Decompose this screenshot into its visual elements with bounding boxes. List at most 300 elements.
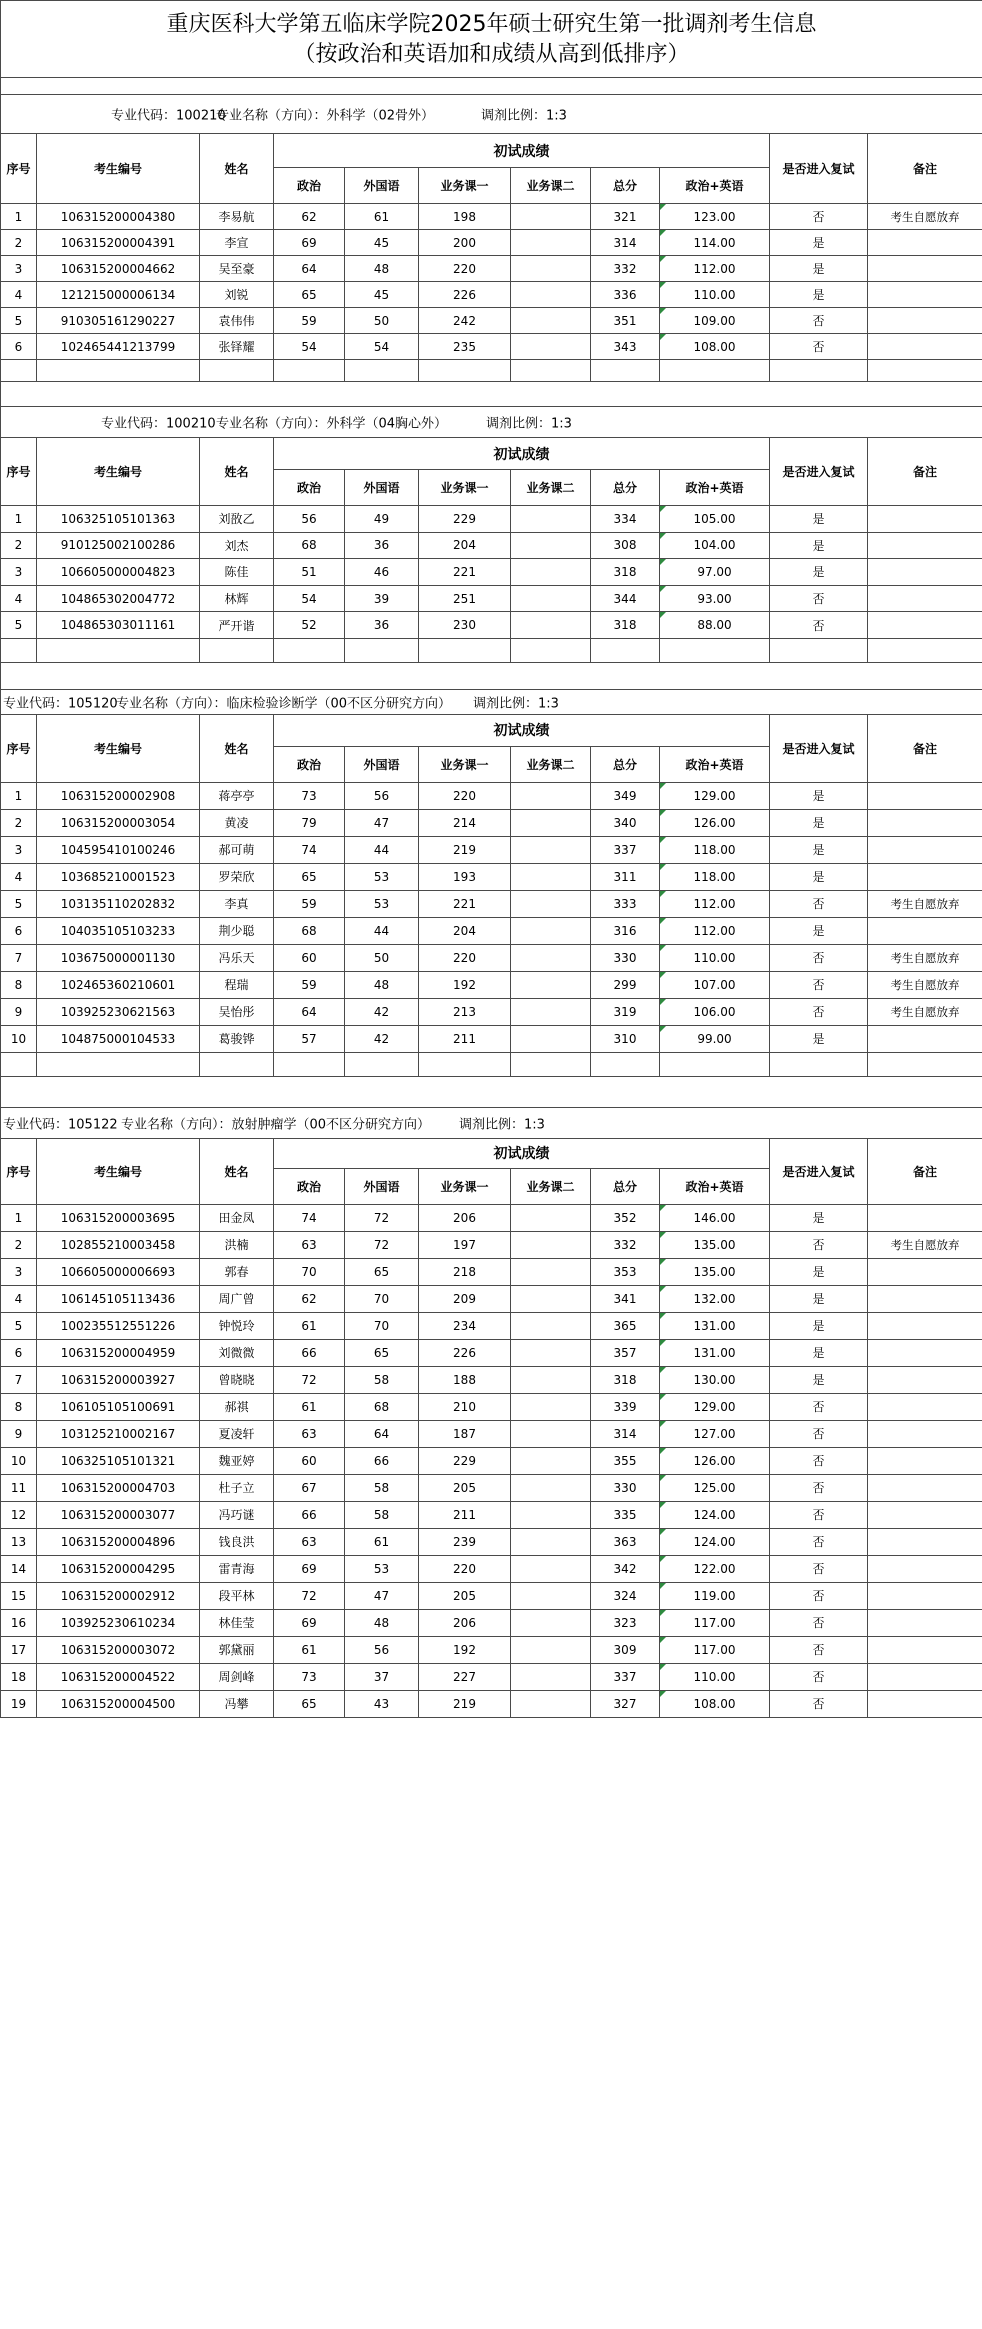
cell-total: 353	[591, 1258, 660, 1285]
header-row	[1, 1138, 982, 1168]
cell-name: 严开谐	[200, 612, 274, 639]
blank-cell	[200, 360, 274, 382]
major-name: 专业名称（方向）：外科学（04胸心外）	[216, 416, 448, 432]
transfer-ratio: 调剂比例：1:3	[473, 696, 559, 712]
cell-course-two	[511, 809, 591, 836]
cell-total: 318	[591, 1366, 660, 1393]
cell-total: 323	[591, 1609, 660, 1636]
cell-politics: 59	[274, 971, 345, 998]
cell-course-one: 220	[419, 256, 511, 282]
header-name: 姓名	[200, 134, 274, 204]
cell-seq: 4	[1, 282, 37, 308]
table-row	[1, 1447, 982, 1474]
cell-politics: 64	[274, 256, 345, 282]
cell-seq: 12	[1, 1501, 37, 1528]
transfer-ratio: 调剂比例：1:3	[459, 1117, 545, 1133]
cell-exam-no: 106315200004391	[37, 230, 200, 256]
cell-politics: 68	[274, 917, 345, 944]
cell-seq: 7	[1, 944, 37, 971]
section-info	[1, 1107, 982, 1138]
cell-politics: 52	[274, 612, 345, 639]
cell-politics-english: 88.00	[660, 612, 770, 639]
table-row	[1, 836, 982, 863]
cell-course-two	[511, 230, 591, 256]
cell-foreign-language: 65	[345, 1258, 419, 1285]
cell-politics: 73	[274, 1663, 345, 1690]
cell-exam-no: 106325105101321	[37, 1447, 200, 1474]
cell-course-two	[511, 971, 591, 998]
section-info-row	[1, 689, 982, 714]
blank-cell	[37, 638, 200, 662]
cell-politics-english: 124.00	[660, 1528, 770, 1555]
cell-retest: 否	[770, 1474, 868, 1501]
cell-exam-no: 106315200002912	[37, 1582, 200, 1609]
table-row	[1, 917, 982, 944]
cell-course-two	[511, 1555, 591, 1582]
section-info-row	[1, 1107, 982, 1138]
cell-course-two	[511, 1025, 591, 1052]
table-row	[1, 282, 982, 308]
cell-politics-english: 112.00	[660, 917, 770, 944]
cell-foreign-language: 66	[345, 1447, 419, 1474]
cell-foreign-language: 36	[345, 612, 419, 639]
cell-exam-no: 103685210001523	[37, 863, 200, 890]
cell-retest: 否	[770, 612, 868, 639]
cell-foreign-language: 65	[345, 1339, 419, 1366]
cell-politics-english: 146.00	[660, 1204, 770, 1231]
cell-politics-english: 99.00	[660, 1025, 770, 1052]
cell-total: 343	[591, 334, 660, 360]
cell-course-two	[511, 204, 591, 230]
cell-politics: 60	[274, 944, 345, 971]
cell-exam-no: 103925230621563	[37, 998, 200, 1025]
cell-seq: 18	[1, 1663, 37, 1690]
cell-course-one: 193	[419, 863, 511, 890]
cell-retest: 否	[770, 334, 868, 360]
cell-course-one: 218	[419, 1258, 511, 1285]
cell-total: 365	[591, 1312, 660, 1339]
cell-course-two	[511, 282, 591, 308]
cell-exam-no: 106105105100691	[37, 1393, 200, 1420]
header-course-two: 业务课二	[511, 470, 591, 506]
cell-seq: 1	[1, 1204, 37, 1231]
cell-politics-english: 110.00	[660, 282, 770, 308]
cell-course-two	[511, 1663, 591, 1690]
cell-politics: 79	[274, 809, 345, 836]
cell-politics-english: 118.00	[660, 836, 770, 863]
blank-cell	[1, 638, 37, 662]
cell-course-one: 226	[419, 282, 511, 308]
cell-politics-english: 114.00	[660, 230, 770, 256]
cell-exam-no: 104865303011161	[37, 612, 200, 639]
cell-remark: 考生自愿放弃	[868, 890, 982, 917]
cell-course-one: 187	[419, 1420, 511, 1447]
cell-course-two	[511, 944, 591, 971]
cell-seq: 1	[1, 782, 37, 809]
cell-retest: 否	[770, 998, 868, 1025]
cell-remark	[868, 1025, 982, 1052]
cell-course-two	[511, 559, 591, 586]
header-politics: 政治	[274, 470, 345, 506]
blank-row	[1, 638, 982, 662]
cell-foreign-language: 45	[345, 230, 419, 256]
cell-foreign-language: 42	[345, 1025, 419, 1052]
cell-politics-english: 130.00	[660, 1366, 770, 1393]
header-politics-english: 政治+英语	[660, 746, 770, 782]
cell-name: 袁伟伟	[200, 308, 274, 334]
cell-politics-english: 110.00	[660, 944, 770, 971]
blank-cell	[200, 638, 274, 662]
header-seq: 序号	[1, 714, 37, 782]
cell-total: 337	[591, 1663, 660, 1690]
cell-name: 郝祺	[200, 1393, 274, 1420]
cell-foreign-language: 49	[345, 506, 419, 533]
cell-course-one: 230	[419, 612, 511, 639]
cell-retest: 否	[770, 1393, 868, 1420]
cell-exam-no: 102465360210601	[37, 971, 200, 998]
cell-remark	[868, 282, 982, 308]
cell-exam-no: 106315200003072	[37, 1636, 200, 1663]
cell-retest: 否	[770, 308, 868, 334]
cell-remark	[868, 1366, 982, 1393]
table-row	[1, 1555, 982, 1582]
header-course-two: 业务课二	[511, 746, 591, 782]
cell-seq: 6	[1, 334, 37, 360]
cell-politics: 59	[274, 308, 345, 334]
table-row	[1, 1231, 982, 1258]
cell-politics: 62	[274, 1285, 345, 1312]
cell-total: 357	[591, 1339, 660, 1366]
cell-retest: 否	[770, 1447, 868, 1474]
cell-foreign-language: 37	[345, 1663, 419, 1690]
cell-course-one: 220	[419, 1555, 511, 1582]
cell-seq: 2	[1, 809, 37, 836]
major-name: 专业名称（方向）：外科学（02骨外）	[216, 108, 435, 124]
cell-name: 吴怡彤	[200, 998, 274, 1025]
cell-remark	[868, 334, 982, 360]
cell-course-two	[511, 1339, 591, 1366]
blank-cell	[345, 638, 419, 662]
table-row	[1, 532, 982, 559]
cell-name: 刘微微	[200, 1339, 274, 1366]
major-code: 专业代码：105122	[3, 1117, 118, 1133]
cell-remark	[868, 1663, 982, 1690]
cell-course-two	[511, 1285, 591, 1312]
cell-foreign-language: 48	[345, 256, 419, 282]
spacer-row	[1, 662, 982, 689]
cell-retest: 否	[770, 944, 868, 971]
cell-retest: 是	[770, 256, 868, 282]
header-politics: 政治	[274, 168, 345, 204]
cell-retest: 是	[770, 1285, 868, 1312]
cell-course-one: 209	[419, 1285, 511, 1312]
cell-name: 周剑峰	[200, 1663, 274, 1690]
header-row	[1, 134, 982, 168]
cell-total: 332	[591, 256, 660, 282]
cell-politics-english: 122.00	[660, 1555, 770, 1582]
cell-total: 330	[591, 944, 660, 971]
major-code: 专业代码：105120	[3, 696, 118, 712]
cell-seq: 4	[1, 585, 37, 612]
cell-remark	[868, 863, 982, 890]
cell-remark	[868, 1258, 982, 1285]
table-row	[1, 256, 982, 282]
cell-course-one: 221	[419, 890, 511, 917]
cell-course-two	[511, 1636, 591, 1663]
cell-name: 吴至豪	[200, 256, 274, 282]
transfer-ratio: 调剂比例：1:3	[481, 108, 567, 124]
cell-politics: 59	[274, 890, 345, 917]
cell-exam-no: 106315200004959	[37, 1339, 200, 1366]
cell-remark	[868, 1447, 982, 1474]
cell-politics-english: 124.00	[660, 1501, 770, 1528]
cell-remark	[868, 532, 982, 559]
spacer-row	[1, 382, 982, 407]
cell-course-one: 206	[419, 1609, 511, 1636]
cell-exam-no: 106315200004522	[37, 1663, 200, 1690]
cell-total: 299	[591, 971, 660, 998]
cell-seq: 14	[1, 1555, 37, 1582]
cell-seq: 3	[1, 1258, 37, 1285]
cell-exam-no: 121215000006134	[37, 282, 200, 308]
table-row	[1, 1636, 982, 1663]
table-row	[1, 1204, 982, 1231]
cell-foreign-language: 48	[345, 971, 419, 998]
cell-course-two	[511, 890, 591, 917]
cell-course-one: 197	[419, 1231, 511, 1258]
cell-name: 冯攀	[200, 1690, 274, 1717]
cell-total: 335	[591, 1501, 660, 1528]
cell-seq: 1	[1, 506, 37, 533]
cell-remark	[868, 1393, 982, 1420]
section-info-row	[1, 407, 982, 438]
cell-course-one: 251	[419, 585, 511, 612]
cell-course-two	[511, 1258, 591, 1285]
cell-name: 李真	[200, 890, 274, 917]
blank-cell	[591, 360, 660, 382]
cell-seq: 3	[1, 256, 37, 282]
blank-row	[1, 360, 982, 382]
cell-retest: 是	[770, 506, 868, 533]
cell-retest: 否	[770, 204, 868, 230]
cell-politics: 61	[274, 1312, 345, 1339]
cell-name: 郭春	[200, 1258, 274, 1285]
header-retest: 是否进入复试	[770, 134, 868, 204]
header-prelim-scores: 初试成绩	[274, 438, 770, 470]
cell-foreign-language: 50	[345, 308, 419, 334]
cell-exam-no: 106315200003695	[37, 1204, 200, 1231]
cell-exam-no: 104595410100246	[37, 836, 200, 863]
table-row	[1, 204, 982, 230]
header-politics: 政治	[274, 746, 345, 782]
cell-retest: 是	[770, 1204, 868, 1231]
cell-seq: 10	[1, 1447, 37, 1474]
cell-retest: 是	[770, 1258, 868, 1285]
cell-course-one: 192	[419, 971, 511, 998]
cell-retest: 否	[770, 1609, 868, 1636]
cell-course-two	[511, 585, 591, 612]
blank-cell	[37, 1052, 200, 1076]
cell-remark	[868, 1420, 982, 1447]
cell-exam-no: 104875000104533	[37, 1025, 200, 1052]
cell-foreign-language: 56	[345, 1636, 419, 1663]
cell-retest: 是	[770, 282, 868, 308]
cell-retest: 否	[770, 1501, 868, 1528]
cell-politics: 73	[274, 782, 345, 809]
cell-remark	[868, 1339, 982, 1366]
cell-exam-no: 103925230610234	[37, 1609, 200, 1636]
cell-politics: 70	[274, 1258, 345, 1285]
cell-seq: 3	[1, 836, 37, 863]
table-row	[1, 998, 982, 1025]
cell-course-one: 210	[419, 1393, 511, 1420]
cell-politics: 65	[274, 863, 345, 890]
cell-politics: 61	[274, 1636, 345, 1663]
cell-total: 327	[591, 1690, 660, 1717]
blank-cell	[591, 1052, 660, 1076]
cell-exam-no: 106315200002908	[37, 782, 200, 809]
cell-retest: 否	[770, 890, 868, 917]
cell-total: 349	[591, 782, 660, 809]
cell-foreign-language: 68	[345, 1393, 419, 1420]
cell-remark: 考生自愿放弃	[868, 944, 982, 971]
cell-course-one: 214	[419, 809, 511, 836]
cell-politics: 68	[274, 532, 345, 559]
cell-remark: 考生自愿放弃	[868, 998, 982, 1025]
cell-remark	[868, 1474, 982, 1501]
cell-seq: 5	[1, 308, 37, 334]
cell-politics: 67	[274, 1474, 345, 1501]
blank-cell	[511, 638, 591, 662]
cell-politics-english: 112.00	[660, 890, 770, 917]
cell-exam-no: 106315200004500	[37, 1690, 200, 1717]
cell-retest: 是	[770, 1025, 868, 1052]
cell-name: 张铎耀	[200, 334, 274, 360]
cell-seq: 16	[1, 1609, 37, 1636]
cell-politics: 69	[274, 230, 345, 256]
cell-course-one: 205	[419, 1474, 511, 1501]
cell-name: 程瑞	[200, 971, 274, 998]
cell-name: 段平林	[200, 1582, 274, 1609]
cell-foreign-language: 44	[345, 917, 419, 944]
cell-name: 周广曾	[200, 1285, 274, 1312]
table-row	[1, 585, 982, 612]
cell-remark	[868, 1609, 982, 1636]
cell-name: 魏亚婷	[200, 1447, 274, 1474]
cell-name: 钱良洪	[200, 1528, 274, 1555]
section-info	[1, 407, 982, 438]
header-retest: 是否进入复试	[770, 714, 868, 782]
cell-retest: 否	[770, 585, 868, 612]
cell-total: 337	[591, 836, 660, 863]
cell-total: 318	[591, 612, 660, 639]
cell-politics: 62	[274, 204, 345, 230]
cell-seq: 3	[1, 559, 37, 586]
cell-politics-english: 93.00	[660, 585, 770, 612]
cell-politics-english: 104.00	[660, 532, 770, 559]
cell-seq: 13	[1, 1528, 37, 1555]
cell-seq: 17	[1, 1636, 37, 1663]
cell-course-one: 206	[419, 1204, 511, 1231]
table-row	[1, 612, 982, 639]
header-row	[1, 714, 982, 746]
cell-seq: 6	[1, 1339, 37, 1366]
table-row	[1, 1609, 982, 1636]
cell-remark	[868, 559, 982, 586]
blank-cell	[1, 1052, 37, 1076]
cell-course-two	[511, 1420, 591, 1447]
cell-total: 333	[591, 890, 660, 917]
cell-remark	[868, 1636, 982, 1663]
table-row	[1, 1285, 982, 1312]
cell-remark: 考生自愿放弃	[868, 971, 982, 998]
blank-cell	[419, 638, 511, 662]
header-name: 姓名	[200, 438, 274, 506]
cell-name: 刘杰	[200, 532, 274, 559]
cell-politics-english: 110.00	[660, 1663, 770, 1690]
cell-politics-english: 108.00	[660, 334, 770, 360]
cell-retest: 是	[770, 532, 868, 559]
cell-course-two	[511, 1312, 591, 1339]
cell-exam-no: 106605000006693	[37, 1258, 200, 1285]
cell-total: 324	[591, 1582, 660, 1609]
cell-politics-english: 129.00	[660, 1393, 770, 1420]
cell-remark	[868, 1555, 982, 1582]
header-course-one: 业务课一	[419, 168, 511, 204]
header-total: 总分	[591, 746, 660, 782]
table-row	[1, 1366, 982, 1393]
cell-retest: 是	[770, 230, 868, 256]
blank-cell	[274, 360, 345, 382]
spacer-cell	[1, 382, 982, 407]
cell-retest: 是	[770, 1312, 868, 1339]
cell-retest: 否	[770, 1528, 868, 1555]
spacer-cell	[1, 1076, 982, 1107]
cell-total: 340	[591, 809, 660, 836]
table-row	[1, 1501, 982, 1528]
cell-course-one: 220	[419, 782, 511, 809]
blank-cell	[511, 360, 591, 382]
cell-course-one: 227	[419, 1663, 511, 1690]
header-total: 总分	[591, 470, 660, 506]
cell-course-one: 188	[419, 1366, 511, 1393]
cell-name: 罗荣欣	[200, 863, 274, 890]
blank-cell	[37, 360, 200, 382]
cell-name: 李易航	[200, 204, 274, 230]
cell-course-two	[511, 1501, 591, 1528]
cell-course-two	[511, 1690, 591, 1717]
cell-course-two	[511, 1447, 591, 1474]
cell-politics-english: 108.00	[660, 1690, 770, 1717]
cell-retest: 是	[770, 1366, 868, 1393]
cell-name: 冯乐天	[200, 944, 274, 971]
cell-seq: 6	[1, 917, 37, 944]
cell-exam-no: 106145105113436	[37, 1285, 200, 1312]
cell-total: 336	[591, 282, 660, 308]
table-row	[1, 944, 982, 971]
cell-retest: 否	[770, 1636, 868, 1663]
cell-retest: 是	[770, 809, 868, 836]
cell-politics: 54	[274, 585, 345, 612]
table-row	[1, 1663, 982, 1690]
cell-politics-english: 107.00	[660, 971, 770, 998]
cell-exam-no: 106315200004662	[37, 256, 200, 282]
cell-exam-no: 106315200004896	[37, 1528, 200, 1555]
cell-total: 308	[591, 532, 660, 559]
cell-foreign-language: 44	[345, 836, 419, 863]
cell-total: 311	[591, 863, 660, 890]
major-code: 专业代码：100210	[101, 416, 216, 432]
